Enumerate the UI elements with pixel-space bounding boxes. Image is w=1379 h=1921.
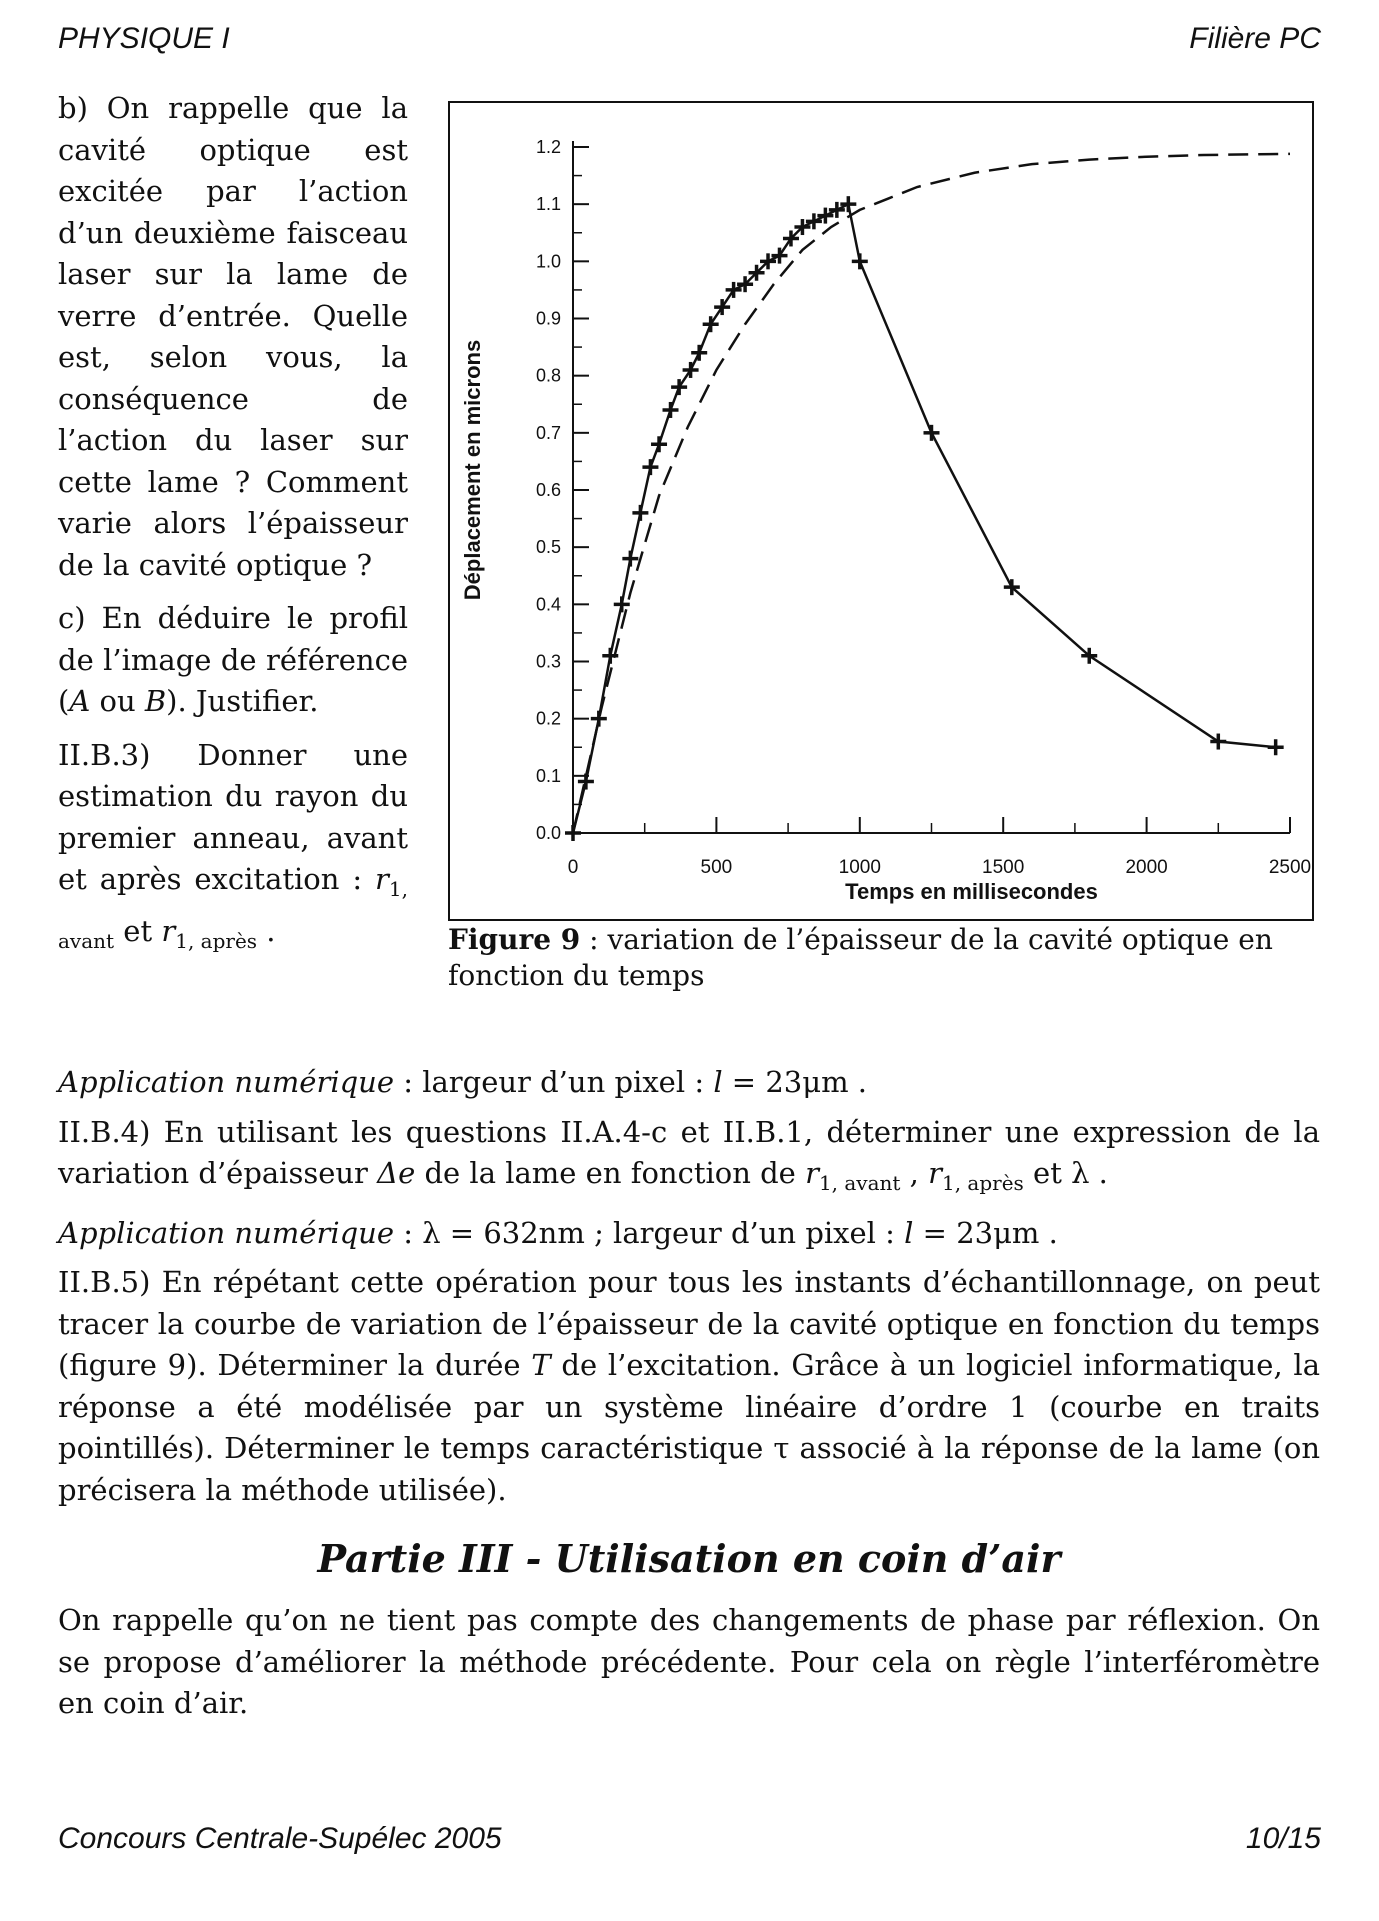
y-tick-label: 0.4 <box>535 594 561 615</box>
paren-close: ). Justifier. <box>166 684 319 718</box>
data-point <box>691 345 707 361</box>
x-axis-label: Temps en millisecondes <box>845 879 1098 904</box>
part3-intro <box>58 1600 1320 1733</box>
header-left: PHYSIQUE I <box>58 22 230 55</box>
data-point <box>632 505 648 521</box>
r-apres-sub: 1, après <box>941 1171 1024 1195</box>
question-b3 <box>58 735 408 963</box>
app-num-1-text: : largeur d’un pixel : <box>394 1065 714 1099</box>
x-tick-label: 2000 <box>1125 857 1168 878</box>
image-B: B <box>144 684 167 718</box>
section-title: Partie III - Utilisation en coin d’air <box>317 1536 1061 1581</box>
question-b3-text: II.B.3) Donner une estimation du rayon du premier anneau, avant et après excitation : <box>58 737 408 896</box>
body-text <box>58 1062 1320 1519</box>
r-avant-var: r <box>805 1156 819 1190</box>
x-tick-label: 1500 <box>982 857 1025 878</box>
paren-open: ( <box>58 684 70 718</box>
app-num-1-label: Application numérique <box>58 1065 394 1099</box>
question-c <box>58 598 408 723</box>
app-num-2-eq: = 23μm . <box>913 1215 1058 1250</box>
left-column <box>58 88 408 974</box>
et-lambda: et λ . <box>1023 1156 1108 1190</box>
app-num-2 <box>58 1213 1320 1255</box>
y-tick-label: 0.2 <box>535 708 561 729</box>
series-measure-line <box>573 204 1276 833</box>
T-var: T <box>531 1348 551 1382</box>
data-point <box>671 379 687 395</box>
data-point <box>591 711 607 727</box>
part3-paragraph: On rappelle qu’on ne tient pas compte des changements de phase par réflexion. On se propose d’améliorer la méthode précédente. Pour cela on règle l’interféromètre en coin d’air. <box>58 1603 1320 1720</box>
y-tick-label: 0.8 <box>535 365 561 386</box>
x-tick-label: 500 <box>700 857 733 878</box>
app-num-2-label: Application numérique <box>58 1215 394 1250</box>
question-b: b) On rappelle que la cavité optique est excitée par l’action d’un deuxième faisceau laser sur la lame de verre d’entrée. Quelle est, selon vous, la conséquence de l’action du laser sur cette lame ? Comment varie alors l’épaisseur de la cavité optique ? <box>58 91 408 582</box>
y-tick-label: 0.7 <box>535 422 561 443</box>
ou-word: ou <box>99 684 136 718</box>
comma: , <box>900 1156 929 1190</box>
y-tick-label: 0.3 <box>535 651 561 672</box>
data-point <box>852 253 868 269</box>
figure-9 <box>448 101 1314 921</box>
b4-text: II.B.4) En utilisant les questions II.A.4-c et II.B.1, déterminer une expression de la variation d’épaisseur <box>58 1114 1320 1190</box>
y-tick-label: 0.0 <box>535 823 561 843</box>
data-point <box>1268 739 1284 755</box>
y-tick-label: 0.6 <box>535 480 561 500</box>
x-tick-label: 1000 <box>838 857 881 878</box>
data-point <box>703 316 719 332</box>
end-dot: . <box>266 913 276 948</box>
chart-svg <box>450 103 1312 919</box>
footer-right: 10/15 <box>1245 1822 1321 1855</box>
y-tick-label: 1.0 <box>535 251 561 272</box>
series-model-line <box>573 154 1290 833</box>
b5-text-2: de l’excitation. Grâce à un logiciel informatique, la réponse a été modélisée par un système linéaire d’ordre 1 (courbe en traits pointillés). Déterminer le temps caractéristique τ associé à la réponse de la lame (on précisera la méthode utilisée). <box>58 1348 1321 1507</box>
data-point <box>683 362 699 378</box>
figure-caption <box>448 922 1318 994</box>
b5-text-1: II.B.5) En répétant cette opération pour tous les instants d’échantillonnage, on peut tracer la courbe de variation de l’épaisseur de la cavité optique en fonction du temps (figure 9). Déterminer la durée <box>58 1265 1320 1382</box>
y-tick-label: 0.9 <box>535 308 561 329</box>
app-num-2-text: : λ = 632nm ; largeur d’un pixel : <box>394 1215 905 1250</box>
data-point <box>651 436 667 452</box>
data-point <box>924 425 940 441</box>
app-num-1 <box>58 1062 1320 1104</box>
y-tick-label: 1.2 <box>535 137 561 157</box>
delta-e: Δe <box>377 1156 416 1190</box>
sub-apres: 1, après <box>175 928 258 953</box>
question-b5 <box>58 1262 1320 1511</box>
data-point <box>1210 734 1226 750</box>
header-right: Filière PC <box>1189 22 1321 55</box>
y-tick-label: 0.5 <box>535 537 561 558</box>
footer-left: Concours Centrale-Supélec 2005 <box>58 1822 502 1855</box>
y-axis-label: Déplacement en microns <box>460 339 485 601</box>
data-point <box>714 299 730 315</box>
question-b4 <box>58 1112 1320 1205</box>
et-word: et <box>123 913 153 948</box>
app-num-1-eq: = 23μm . <box>722 1065 868 1099</box>
x-tick-label: 2500 <box>1268 857 1312 878</box>
question-c-text: c) En déduire le profil de l’image de référence <box>58 601 408 677</box>
data-point <box>663 402 679 418</box>
caption-text: : variation de l’épaisseur de la cavité optique en fonction du temps <box>448 923 1273 992</box>
l-var: l <box>713 1065 723 1099</box>
y-tick-label: 1.1 <box>535 194 561 215</box>
data-point <box>642 459 658 475</box>
x-tick-label: 0 <box>567 857 579 878</box>
r-var: r <box>375 862 389 896</box>
r-apres-var: r <box>928 1156 942 1190</box>
b4-text-2: de la lame en fonction de <box>415 1156 806 1190</box>
l-var-2: l <box>904 1215 914 1250</box>
sub-avant: 1, avant <box>58 877 409 953</box>
y-tick-label: 0.1 <box>535 765 561 786</box>
r-var-2: r <box>161 913 176 948</box>
r-avant-sub: 1, avant <box>818 1171 901 1195</box>
image-A: A <box>69 684 91 718</box>
data-point <box>622 551 638 567</box>
caption-label: Figure 9 <box>448 923 581 956</box>
